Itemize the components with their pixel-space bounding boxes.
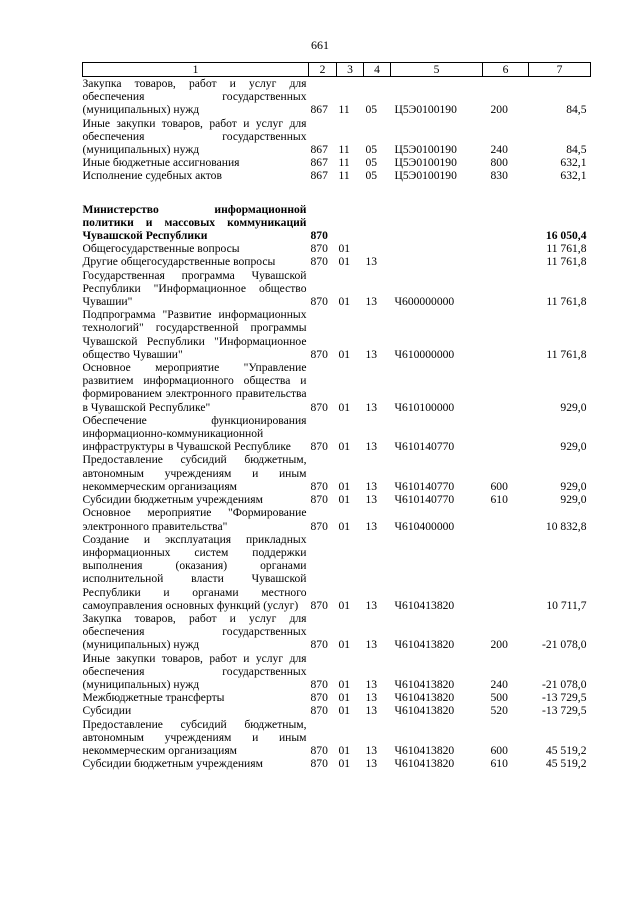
- subsection-code-cell: 05: [365, 103, 378, 117]
- ministry-code-cell: 870: [310, 757, 328, 771]
- page-number: 661: [311, 38, 329, 52]
- target-article-cell: Ч610140770: [394, 479, 455, 493]
- table-body: [83, 77, 591, 771]
- section-code-cell: 01: [338, 638, 351, 652]
- subsection-code-cell: 05: [365, 169, 378, 183]
- expense-type-cell: [483, 242, 529, 255]
- table-row: [83, 203, 591, 243]
- header-col-4: 4: [364, 63, 391, 77]
- subsection-code-cell: 13: [365, 743, 378, 757]
- amount-cell: -21 078,0: [542, 677, 587, 691]
- row-name-cell: Субсидии бюджетным учреждениям: [82, 757, 263, 771]
- ministry-code-cell: 870: [310, 691, 328, 705]
- target-article-cell: Ч610100000: [394, 400, 455, 414]
- spacer-row: [83, 183, 591, 203]
- row-name-cell: Иные закупки товаров, работ и услуг для обеспечения государственных (муниципальных) нужд: [82, 651, 307, 691]
- section-code-cell: 11: [338, 143, 350, 157]
- target-article-cell: Ц5Э0100190: [394, 103, 457, 117]
- ministry-code-cell: 870: [310, 598, 328, 612]
- section-code-cell: 11: [338, 169, 350, 183]
- subsection-code-cell: 13: [365, 440, 378, 454]
- ministry-code-cell: 870: [310, 519, 328, 533]
- section-code-cell: 01: [338, 743, 351, 757]
- table-row: [83, 704, 591, 717]
- row-name-cell: Основное мероприятие "Формирование электронного правительства": [82, 506, 307, 533]
- header-col-3: 3: [337, 63, 364, 77]
- subsection-code-cell: 13: [365, 519, 378, 533]
- target-article-cell: Ч610413820: [394, 704, 455, 718]
- section-code-cell: 01: [338, 691, 351, 705]
- target-article-cell: Ч610413820: [394, 677, 455, 691]
- table-row: [83, 453, 591, 493]
- row-name-cell: Основное мероприятие "Управление развитием информационного общества и формированием электронного правительства в Чувашской Республике": [82, 361, 307, 414]
- row-name-cell: Межбюджетные трансферты: [82, 691, 225, 705]
- subsection-code-cell: 13: [365, 479, 378, 493]
- section-code-cell: 01: [338, 704, 351, 718]
- expense-type-cell: 800: [490, 156, 508, 170]
- amount-cell: 16 050,4: [545, 229, 587, 243]
- target-article-cell: [391, 255, 483, 268]
- ministry-code-cell: 867: [310, 169, 328, 183]
- row-name-cell: Государственная программа Чувашской Республики "Информационное общество Чувашии": [82, 268, 307, 309]
- subsection-code-cell: [364, 242, 391, 255]
- table-row: [83, 361, 591, 414]
- target-article-cell: Ч610413820: [394, 757, 455, 771]
- amount-cell: 11 761,8: [546, 242, 587, 256]
- row-name-cell: Министерство информационной политики и массовых коммуникаций Чувашской Республики: [82, 202, 307, 243]
- expense-type-cell: 240: [490, 677, 508, 691]
- header-col-2: 2: [309, 63, 337, 77]
- target-article-cell: Ч610140770: [394, 493, 455, 507]
- amount-cell: 929,0: [560, 400, 587, 414]
- row-name-cell: Иные бюджетные ассигнования: [82, 156, 240, 170]
- section-code-cell: 01: [338, 400, 351, 414]
- subsection-code-cell: 13: [365, 493, 378, 507]
- table-row: [83, 156, 591, 169]
- subsection-code-cell: [364, 203, 391, 243]
- row-name-cell: Создание и эксплуатация прикладных информационных систем поддержки выполнения (оказания) органами исполнительной власти Чувашской Республики и органами местного самоуправления основных функций (услуг): [82, 532, 307, 612]
- row-name-cell: Общегосударственные вопросы: [82, 242, 240, 256]
- header-col-7: 7: [529, 63, 591, 77]
- section-code-cell: 11: [338, 103, 350, 117]
- section-code-cell: 01: [338, 479, 351, 493]
- row-name-cell: Закупка товаров, работ и услуг для обеспечения государственных (муниципальных) нужд: [82, 611, 307, 652]
- table-row: [83, 718, 591, 758]
- ministry-code-cell: 870: [310, 242, 328, 256]
- target-article-cell: Ч610400000: [394, 519, 455, 533]
- expense-type-cell: [483, 255, 529, 268]
- section-code-cell: 01: [338, 757, 351, 771]
- section-code-cell: 01: [338, 242, 351, 256]
- target-article-cell: Ч610000000: [394, 347, 455, 361]
- amount-cell: 929,0: [560, 493, 587, 507]
- expense-type-cell: 200: [490, 103, 508, 117]
- ministry-code-cell: 867: [310, 156, 328, 170]
- expense-type-cell: [483, 361, 529, 414]
- ministry-code-cell: 870: [310, 479, 328, 493]
- amount-cell: 45 519,2: [545, 757, 587, 771]
- expense-type-cell: 610: [490, 757, 508, 771]
- row-name-cell: Закупка товаров, работ и услуг для обеспечения государственных (муниципальных) нужд: [82, 77, 307, 117]
- amount-cell: 929,0: [560, 440, 587, 454]
- target-article-cell: Ч600000000: [394, 295, 455, 309]
- row-name-cell: Иные закупки товаров, работ и услуг для обеспечения государственных (муниципальных) нужд: [82, 116, 307, 157]
- section-code-cell: 01: [338, 677, 351, 691]
- subsection-code-cell: 13: [365, 295, 378, 309]
- table-row: [83, 506, 591, 532]
- ministry-code-cell: 867: [310, 103, 328, 117]
- amount-cell: 45 519,2: [545, 743, 587, 757]
- table-row: [83, 169, 591, 182]
- expense-type-cell: [483, 269, 529, 309]
- spacer-cell: [83, 183, 591, 203]
- amount-cell: 84,5: [566, 103, 587, 117]
- header-col-6: 6: [483, 63, 529, 77]
- subsection-code-cell: 13: [365, 638, 378, 652]
- subsection-code-cell: 13: [365, 704, 378, 718]
- ministry-code-cell: 870: [310, 677, 328, 691]
- section-code-cell: 01: [338, 440, 351, 454]
- subsection-code-cell: 13: [365, 677, 378, 691]
- target-article-cell: Ч610413820: [394, 598, 455, 612]
- table-header-row: [83, 63, 591, 77]
- table-row: [83, 414, 591, 454]
- target-article-cell: Ч610413820: [394, 743, 455, 757]
- section-code-cell: 11: [338, 156, 350, 170]
- subsection-code-cell: 13: [365, 255, 378, 269]
- row-name-cell: Предоставление субсидий бюджетным, автономным учреждениям и иным некоммерческим организациям: [82, 453, 307, 493]
- target-article-cell: Ч610140770: [394, 440, 455, 454]
- amount-cell: 10 711,7: [546, 598, 587, 612]
- section-code-cell: 01: [338, 347, 351, 361]
- expense-type-cell: 520: [490, 704, 508, 718]
- table-row: [83, 493, 591, 506]
- section-code-cell: [337, 203, 364, 243]
- subsection-code-cell: 13: [365, 598, 378, 612]
- header-col-1: 1: [83, 63, 309, 77]
- ministry-code-cell: 870: [310, 638, 328, 652]
- expense-type-cell: [483, 203, 529, 243]
- expense-type-cell: 240: [490, 143, 508, 157]
- target-article-cell: Ц5Э0100190: [394, 143, 457, 157]
- amount-cell: 84,5: [566, 143, 587, 157]
- ministry-code-cell: 870: [310, 400, 328, 414]
- subsection-code-cell: 13: [365, 400, 378, 414]
- amount-cell: -13 729,5: [542, 704, 587, 718]
- subsection-code-cell: 05: [365, 143, 378, 157]
- table-row: [83, 255, 591, 268]
- expense-type-cell: [483, 414, 529, 454]
- table-row: [83, 612, 591, 652]
- expense-type-cell: 610: [490, 493, 508, 507]
- expense-type-cell: 830: [490, 169, 508, 183]
- table-row: [83, 269, 591, 309]
- target-article-cell: Ц5Э0100190: [394, 169, 457, 183]
- ministry-code-cell: 870: [310, 704, 328, 718]
- target-article-cell: [391, 203, 483, 243]
- row-name-cell: Исполнение судебных актов: [82, 169, 222, 183]
- ministry-code-cell: 870: [310, 440, 328, 454]
- target-article-cell: Ц5Э0100190: [394, 156, 457, 170]
- subsection-code-cell: 13: [365, 757, 378, 771]
- ministry-code-cell: 870: [310, 743, 328, 757]
- amount-cell: 11 761,8: [546, 347, 587, 361]
- row-name-cell: Подпрограмма "Развитие информационных технологий" государственной программы Чувашской Республики "Информационное общество Чувашии": [82, 308, 307, 361]
- table-row: [83, 77, 591, 117]
- amount-cell: -13 729,5: [542, 691, 587, 705]
- expense-type-cell: [483, 308, 529, 361]
- ministry-code-cell: 870: [310, 493, 328, 507]
- section-code-cell: 01: [338, 598, 351, 612]
- ministry-code-cell: 870: [310, 295, 328, 309]
- section-code-cell: 01: [338, 295, 351, 309]
- budget-table: [82, 62, 591, 770]
- expense-type-cell: 200: [490, 638, 508, 652]
- target-article-cell: Ч610413820: [394, 691, 455, 705]
- table-row: [83, 117, 591, 157]
- ministry-code-cell: 870: [310, 347, 328, 361]
- table-row: [83, 242, 591, 255]
- row-name-cell: Субсидии бюджетным учреждениям: [82, 493, 263, 507]
- row-name-cell: Другие общегосударственные вопросы: [82, 255, 276, 269]
- row-name-cell: Предоставление субсидий бюджетным, автономным учреждениям и иным некоммерческим организациям: [82, 717, 307, 757]
- section-code-cell: 01: [338, 255, 351, 269]
- table-row: [83, 308, 591, 361]
- amount-cell: 632,1: [560, 169, 587, 183]
- expense-type-cell: 600: [490, 743, 508, 757]
- table-row: [83, 652, 591, 692]
- header-col-5: 5: [391, 63, 483, 77]
- row-name-cell: Субсидии: [82, 704, 132, 718]
- amount-cell: -21 078,0: [542, 638, 587, 652]
- ministry-code-cell: 870: [310, 229, 328, 243]
- table-row: [83, 757, 591, 770]
- amount-cell: 11 761,8: [546, 295, 587, 309]
- ministry-code-cell: 870: [310, 255, 328, 269]
- table-row: [83, 691, 591, 704]
- ministry-code-cell: 867: [310, 143, 328, 157]
- subsection-code-cell: 05: [365, 156, 378, 170]
- subsection-code-cell: 13: [365, 347, 378, 361]
- target-article-cell: Ч610413820: [394, 638, 455, 652]
- amount-cell: 11 761,8: [546, 255, 587, 269]
- expense-type-cell: [483, 533, 529, 612]
- amount-cell: 632,1: [560, 156, 587, 170]
- table-row: [83, 533, 591, 612]
- section-code-cell: 01: [338, 493, 351, 507]
- amount-cell: 929,0: [560, 479, 587, 493]
- target-article-cell: [391, 242, 483, 255]
- section-code-cell: 01: [338, 519, 351, 533]
- subsection-code-cell: 13: [365, 691, 378, 705]
- expense-type-cell: 500: [490, 691, 508, 705]
- amount-cell: 10 832,8: [545, 519, 587, 533]
- row-name-cell: Обеспечение функционирования информационно-коммуникационной инфраструктуры в Чувашской Республике: [82, 413, 307, 454]
- expense-type-cell: [483, 506, 529, 532]
- expense-type-cell: 600: [490, 479, 508, 493]
